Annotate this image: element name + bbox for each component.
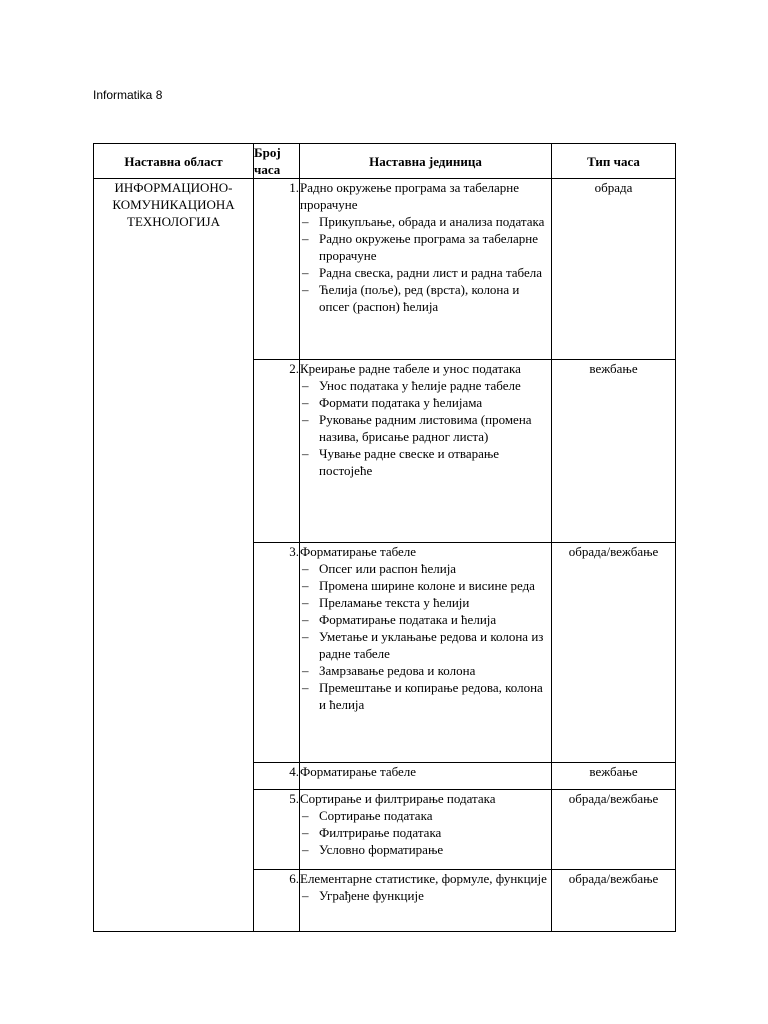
unit-items-list <box>300 887 551 904</box>
teaching-unit-cell <box>300 179 552 360</box>
header-lesson-type: Тип часа <box>552 144 676 179</box>
list-item: – Уметање и уклањање редова и колона из радне табеле <box>300 628 551 662</box>
header-unit: Наставна јединица <box>300 144 552 179</box>
header-area: Наставна област <box>94 144 254 179</box>
teaching-unit-cell <box>300 360 552 543</box>
list-item: – Промена ширине колоне и висине реда <box>300 577 551 594</box>
unit-title: Радно окружење програма за табеларне прорачуне <box>300 180 519 212</box>
unit-items-list <box>300 807 551 858</box>
list-item: – Сортирање података <box>300 807 551 824</box>
unit-title: Форматирање табеле <box>300 764 417 779</box>
unit-items-list <box>300 213 551 315</box>
list-item: – Радно окружење програма за табеларне прорачуне <box>300 230 551 264</box>
list-item: – Уграђене функције <box>300 887 551 904</box>
lesson-number: 1. <box>254 179 300 360</box>
unit-items-list <box>300 377 551 479</box>
list-item: – Радна свеска, радни лист и радна табела <box>300 264 551 281</box>
lesson-type: вежбање <box>552 360 676 543</box>
lesson-type: обрада <box>552 179 676 360</box>
lesson-number: 3. <box>254 543 300 763</box>
list-item: – Прикупљање, обрада и анализа података <box>300 213 551 230</box>
list-item: – Форматирање података и ћелија <box>300 611 551 628</box>
table-header-row <box>94 144 676 179</box>
lesson-type: обрада/вежбање <box>552 543 676 763</box>
list-item: – Чување радне свеске и отварање постојеће <box>300 445 551 479</box>
unit-title: Форматирање табеле <box>300 544 417 559</box>
header-lesson-number: Број часа <box>254 144 300 179</box>
unit-title: Елементарне статистике, формуле, функције <box>300 871 547 886</box>
teaching-unit-cell <box>300 790 552 870</box>
document-title: Informatika 8 <box>93 88 163 102</box>
teaching-unit-cell <box>300 543 552 763</box>
teaching-unit-cell <box>300 870 552 932</box>
list-item: – Премештање и копирање редова, колона и ћелија <box>300 679 551 713</box>
unit-title: Сортирање и филтрирање података <box>300 791 496 806</box>
unit-items-list <box>300 560 551 713</box>
list-item: – Унос података у ћелије радне табеле <box>300 377 551 394</box>
teaching-unit-cell <box>300 763 552 790</box>
list-item: – Преламање текста у ћелији <box>300 594 551 611</box>
lesson-number: 2. <box>254 360 300 543</box>
unit-title: Креирање радне табеле и унос података <box>300 361 521 376</box>
list-item: – Условно форматирање <box>300 841 551 858</box>
table-row <box>94 179 676 360</box>
list-item: – Формати података у ћелијама <box>300 394 551 411</box>
teaching-area-cell: ИНФОРМАЦИОНО-КОМУНИКАЦИОНА ТЕХНОЛОГИЈА <box>94 179 254 932</box>
lesson-type: обрада/вежбање <box>552 790 676 870</box>
lesson-number: 4. <box>254 763 300 790</box>
lesson-plan-table <box>93 143 676 932</box>
list-item: – Ћелија (поље), ред (врста), колона и опсег (распон) ћелија <box>300 281 551 315</box>
list-item: – Замрзавање редова и колона <box>300 662 551 679</box>
lesson-type: вежбање <box>552 763 676 790</box>
lesson-number: 5. <box>254 790 300 870</box>
list-item: – Филтрирање података <box>300 824 551 841</box>
lesson-number: 6. <box>254 870 300 932</box>
list-item: – Опсег или распон ћелија <box>300 560 551 577</box>
list-item: – Руковање радним листовима (промена назива, брисање радног листа) <box>300 411 551 445</box>
lesson-type: обрада/вежбање <box>552 870 676 932</box>
